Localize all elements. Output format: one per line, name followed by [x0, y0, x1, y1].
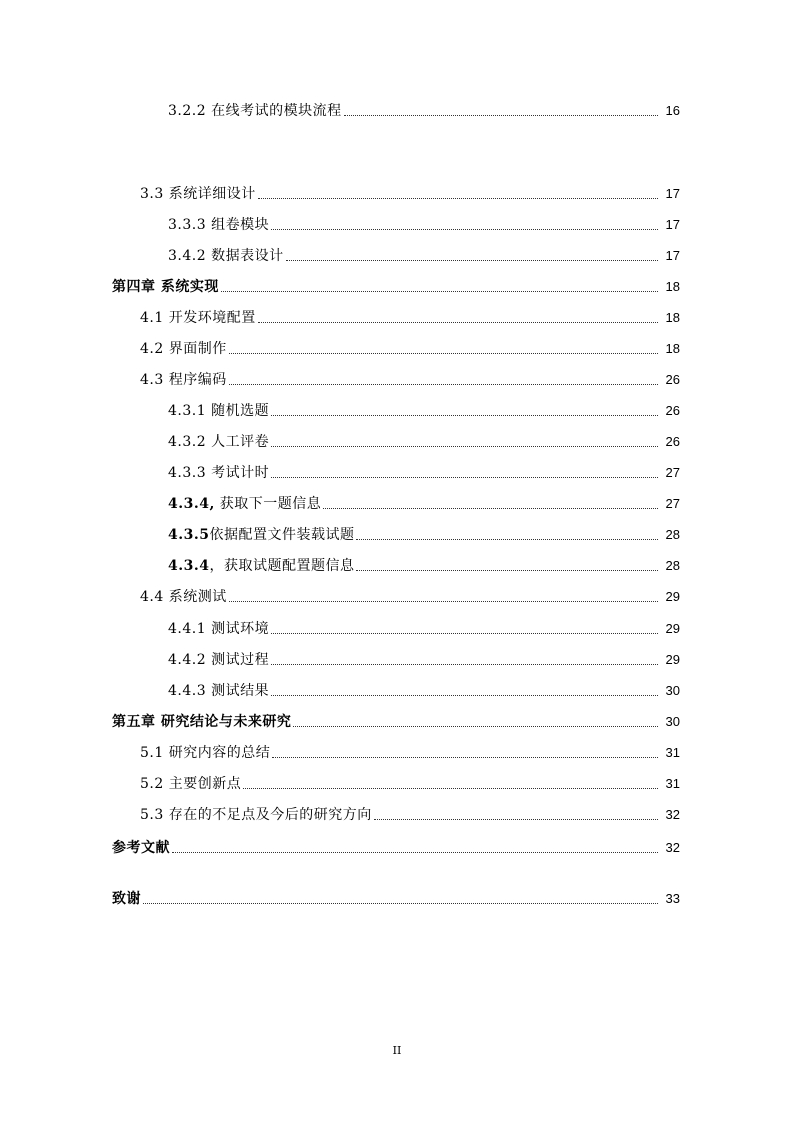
toc-entry-text: 研究结论与未来研究 [160, 714, 292, 730]
toc-entry-number: 4.4 [140, 589, 169, 605]
dot-leader [271, 415, 658, 416]
toc-entry-page: 32 [665, 807, 680, 822]
toc-entry-title [140, 744, 270, 762]
toc-entry[interactable] [0, 307, 680, 327]
toc-entry-text: 在线考试的模块流程 [211, 103, 342, 119]
toc-entry-text: 主要创新点 [168, 776, 242, 792]
toc-entry-number: 3.3.3 [168, 217, 212, 233]
toc-entry-text: 系统测试 [168, 589, 227, 605]
page-number: II [392, 1044, 402, 1057]
toc-entry-page: 33 [665, 891, 680, 906]
toc-entry-text: 系统详细设计 [168, 186, 256, 202]
toc-entry-page: 27 [665, 465, 680, 480]
toc-entry-number: 4.4.2 [168, 652, 212, 668]
toc-entry-text: 数据表设计 [211, 248, 284, 264]
toc-entry-title [168, 682, 269, 700]
toc-entry-title [168, 402, 269, 420]
toc-entry-page: 28 [665, 558, 680, 573]
toc-entry[interactable] [0, 773, 680, 793]
toc-entry[interactable] [0, 100, 680, 120]
toc-entry-title [140, 371, 227, 389]
toc-entry-title [112, 890, 141, 908]
toc-entry-title [112, 278, 219, 296]
toc-entry-page: 31 [665, 745, 680, 760]
toc-entry-page: 27 [665, 496, 680, 511]
toc-entry-page: 26 [665, 403, 680, 418]
dot-leader [229, 384, 658, 385]
toc-entry-page: 16 [665, 103, 680, 118]
toc-entry-text: 测试环境 [211, 621, 270, 637]
toc-entry[interactable] [0, 711, 680, 731]
toc-entry[interactable] [0, 680, 680, 700]
toc-entry[interactable] [0, 276, 680, 296]
toc-entry[interactable] [0, 431, 680, 451]
toc-entry-title [112, 839, 170, 857]
toc-entry-page: 30 [665, 683, 680, 698]
toc-entry[interactable] [0, 555, 680, 575]
toc-entry-page: 29 [665, 589, 680, 604]
toc-entry-title [140, 340, 227, 358]
dot-leader [272, 757, 658, 758]
dot-leader [271, 446, 658, 447]
toc-entry-title [112, 713, 291, 731]
toc-entry-title [140, 775, 241, 793]
toc-entry-text: 存在的不足点及今后的研究方向 [168, 807, 372, 823]
toc-entry[interactable] [0, 369, 680, 389]
dot-leader [271, 477, 658, 478]
dot-leader [258, 198, 658, 199]
toc-entry[interactable] [0, 649, 680, 669]
dot-leader [258, 322, 658, 323]
toc-entry[interactable] [0, 400, 680, 420]
toc-entry-page: 31 [665, 776, 680, 791]
dot-leader [271, 229, 658, 230]
toc-entry-title [168, 247, 284, 265]
toc-entry[interactable] [0, 804, 680, 824]
toc-entry[interactable] [0, 462, 680, 482]
dot-leader [271, 664, 658, 665]
toc-entry-number: 3.3 [140, 186, 169, 202]
toc-entry-page: 18 [665, 341, 680, 356]
toc-entry-number: 4.3.5 [168, 527, 210, 543]
toc-entry-page: 17 [665, 186, 680, 201]
toc-entry-number: 第四章 [112, 279, 161, 295]
toc-entry-number: 5.3 [140, 807, 169, 823]
dot-leader [286, 260, 658, 261]
toc-entry-number: 5.2 [140, 776, 169, 792]
toc-entry[interactable] [0, 214, 680, 234]
dot-leader [221, 291, 658, 292]
toc-entry-number: 4.3 [140, 372, 169, 388]
toc-entry[interactable] [0, 183, 680, 203]
toc-entry-text: ，获取试题配置题信息 [209, 558, 355, 574]
toc-entry-page: 18 [665, 310, 680, 325]
toc-entry-title [168, 433, 269, 451]
toc-entry-text: 开发环境配置 [168, 310, 256, 326]
dot-leader [243, 788, 658, 789]
toc-entry-page: 29 [665, 621, 680, 636]
toc-entry[interactable] [0, 742, 680, 762]
toc-entry[interactable] [0, 837, 680, 857]
toc-entry-text: 测试结果 [211, 683, 270, 699]
toc-entry-title [168, 495, 321, 513]
toc-entry-text: 人工评卷 [211, 434, 270, 450]
toc-entry-number: 4.4.3 [168, 683, 212, 699]
toc-entry-number: 4.3.1 [168, 403, 212, 419]
toc-entry-text: 参考文献 [112, 840, 170, 856]
toc-entry[interactable] [0, 245, 680, 265]
dot-leader [271, 633, 658, 634]
dot-leader [172, 852, 658, 853]
toc-entry-number: 3.4.2 [168, 248, 212, 264]
toc-entry-text: 测试过程 [211, 652, 270, 668]
toc-entry-page: 17 [665, 217, 680, 232]
toc-entry-title [168, 557, 354, 575]
toc-entry-text: 考试计时 [211, 465, 270, 481]
toc-entry-page: 29 [665, 652, 680, 667]
toc-entry-title [140, 588, 227, 606]
toc-entry-title [140, 185, 256, 203]
toc-entry-page: 26 [665, 372, 680, 387]
dot-leader [374, 819, 658, 820]
dot-leader [293, 726, 658, 727]
toc-entry-text: 界面制作 [168, 341, 227, 357]
toc-entry-title [140, 806, 372, 824]
dot-leader [323, 508, 658, 509]
toc-entry-title [168, 464, 269, 482]
toc-entry-text: 获取下一题信息 [214, 496, 322, 512]
toc-entry-title [168, 216, 269, 234]
dot-leader [356, 570, 658, 571]
toc-entry-title [168, 620, 269, 638]
toc-entry-page: 17 [665, 248, 680, 263]
toc-entry-title [168, 526, 354, 544]
toc-entry-number: 3.2.2 [168, 103, 212, 119]
toc-entry-page: 18 [665, 279, 680, 294]
toc-entry-number: 4.3.4 [168, 558, 210, 574]
dot-leader [229, 353, 658, 354]
toc-entry-number: 第五章 [112, 714, 161, 730]
toc-entry-number: 4.2 [140, 341, 169, 357]
toc-entry[interactable] [0, 338, 680, 358]
dot-leader [143, 903, 658, 904]
toc-entry-title [168, 651, 269, 669]
toc-entry-number: 4.3.4, [168, 496, 215, 512]
toc-entry-text: 致谢 [112, 891, 141, 907]
toc-entry-text: 依据配置文件装载试题 [209, 527, 355, 543]
toc-entry-title [140, 309, 256, 327]
toc-entry-text: 组卷模块 [211, 217, 270, 233]
toc-entry-text: 程序编码 [168, 372, 227, 388]
toc-entry-page: 28 [665, 527, 680, 542]
toc-entry-number: 4.4.1 [168, 621, 212, 637]
toc-entry-text: 随机选题 [211, 403, 270, 419]
dot-leader [356, 539, 658, 540]
toc-entry-text: 系统实现 [160, 279, 219, 295]
dot-leader [229, 601, 658, 602]
dot-leader [271, 695, 658, 696]
toc-entry-page: 26 [665, 434, 680, 449]
toc-entry-number: 4.1 [140, 310, 169, 326]
dot-leader [344, 115, 658, 116]
toc-entry-page: 32 [665, 840, 680, 855]
toc-entry-number: 5.1 [140, 745, 169, 761]
toc-entry-number: 4.3.2 [168, 434, 212, 450]
toc-entry[interactable] [0, 586, 680, 606]
toc-entry-page: 30 [665, 714, 680, 729]
toc-entry-text: 研究内容的总结 [168, 745, 271, 761]
toc-entry[interactable] [0, 618, 680, 638]
toc-entry[interactable] [0, 888, 680, 908]
toc-entry[interactable] [0, 524, 680, 544]
toc-entry-title [168, 102, 342, 120]
toc-entry[interactable] [0, 493, 680, 513]
toc-entry-number: 4.3.3 [168, 465, 212, 481]
